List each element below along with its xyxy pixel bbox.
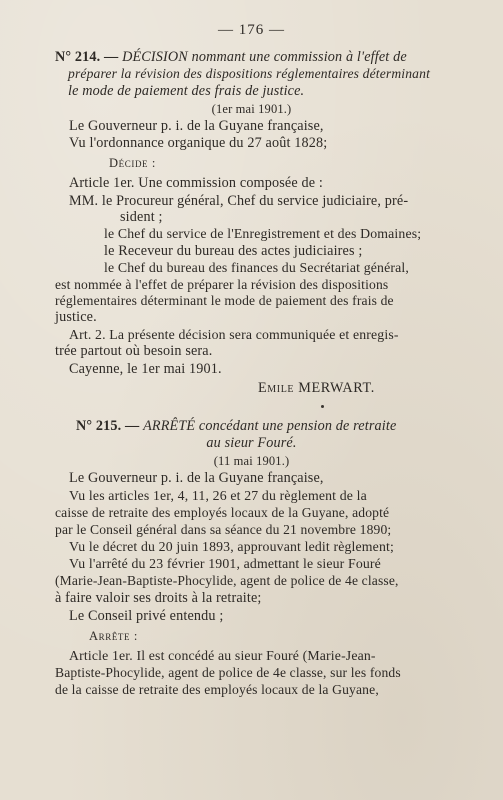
arrete-preamble-7: (Marie-Jean-Baptiste-Phocylide, agent de police de 4e classe, xyxy=(55,573,399,588)
arrete-preamble-6: Vu l'arrêté du 23 février 1901, admettant le sieur Fouré xyxy=(69,556,381,571)
arrete-date: (11 mai 1901.) xyxy=(213,454,290,468)
arrete-preamble-1: Le Gouverneur p. i. de la Guyane française, xyxy=(69,470,324,486)
decision-title-line-3: le mode de paiement des frais de justice. xyxy=(68,83,305,99)
page-number: — 176 — xyxy=(218,22,285,38)
decision-member-1-cont: sident ; xyxy=(120,209,163,225)
decision-member-3: le Receveur du bureau des actes judiciaires ; xyxy=(104,243,363,259)
arrete-article-1-line-3: de la caisse de retraite des employés locaux de la Guyane, xyxy=(55,682,379,697)
decision-heading xyxy=(55,49,440,65)
decision-place-date: Cayenne, le 1er mai 1901. xyxy=(69,361,222,377)
decision-preamble-2: Vu l'ordonnance organique du 27 août 1828; xyxy=(69,135,328,151)
separator-dot xyxy=(321,405,324,408)
decision-member-2: le Chef du service de l'Enregistrement et des Domaines; xyxy=(104,226,422,241)
decision-member-4: le Chef du bureau des finances du Secrétariat général, xyxy=(104,260,409,275)
arrete-heading xyxy=(76,418,396,434)
decision-article-1-intro: Article 1er. Une commission composée de : xyxy=(69,175,323,191)
arrete-article-1-line-1: Article 1er. Il est concédé au sieur Fouré (Marie-Jean- xyxy=(69,648,376,663)
decision-article-2-line-1: Art. 2. La présente décision sera communiquée et enregis- xyxy=(69,327,399,342)
arrete-number: N° 215. — xyxy=(76,418,140,434)
decision-title-line-2: préparer la révision des dispositions réglementaires déterminant xyxy=(68,66,430,81)
arrete-preamble-9: Le Conseil privé entendu ; xyxy=(69,608,224,624)
decision-signature: Emile MERWART. xyxy=(258,380,375,396)
arrete-article-1-line-2: Baptiste-Phocylide, agent de police de 4e classe, sur les fonds xyxy=(55,665,401,680)
arrete-preamble-2: Vu les articles 1er, 4, 11, 26 et 27 du règlement de la xyxy=(69,488,367,503)
arrete-decree-heading: Arrête : xyxy=(89,629,138,643)
decision-preamble-1: Le Gouverneur p. i. de la Guyane française, xyxy=(69,118,324,134)
arrete-preamble-8: à faire valoir ses droits à la retraite; xyxy=(55,590,262,606)
decision-date: (1er mai 1901.) xyxy=(211,102,292,116)
arrete-title-line-2: au sieur Fouré. xyxy=(206,435,297,451)
decision-article-1-body-2: réglementaires déterminant le mode de paiement des frais de xyxy=(55,293,394,308)
arrete-title-line-1: ARRÊTÉ concédant une pension de retraite xyxy=(143,418,397,434)
decision-article-2-line-2: trée partout où besoin sera. xyxy=(55,343,213,359)
decision-article-1-body-3: justice. xyxy=(55,309,97,325)
decision-number: N° 214. — xyxy=(55,49,119,65)
decide-heading: Décide : xyxy=(109,156,156,170)
decision-member-1: MM. le Procureur général, Chef du service judiciaire, pré- xyxy=(69,193,409,209)
decision-article-1-body-1: est nommée à l'effet de préparer la révision des dispositions xyxy=(55,277,389,292)
arrete-preamble-3: caisse de retraite des employés locaux de la Guyane, adopté xyxy=(55,505,390,520)
arrete-preamble-4: par le Conseil général dans sa séance du 21 novembre 1890; xyxy=(55,522,392,537)
arrete-preamble-5: Vu le décret du 20 juin 1893, approuvant ledit règlement; xyxy=(69,539,394,554)
decision-title-line-1: DÉCISION nommant une commission à l'effet de xyxy=(122,49,407,65)
